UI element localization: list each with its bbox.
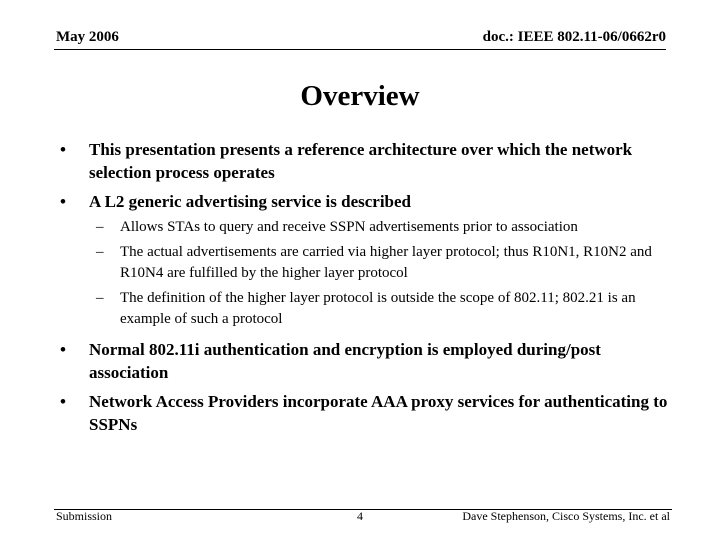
page-number: 4 — [357, 509, 363, 523]
sub-bullet-text: The definition of the higher layer protocol is outside the scope of 802.11; 802.21 is an example of such a protocol — [120, 290, 636, 327]
slide-title: Overview — [300, 80, 420, 112]
sub-bullet-marker: – — [96, 219, 104, 235]
sub-bullet-text: The actual advertisements are carried via higher layer protocol; thus R10N1, R10N2 and R10N4 are fulfilled by the higher layer protocol — [120, 244, 652, 281]
header-date: May 2006 — [56, 29, 119, 45]
bullet-item — [60, 338, 670, 384]
header-divider — [54, 49, 666, 50]
sub-bullet-item — [60, 217, 670, 238]
bullet-text: A L2 generic advertising service is described — [89, 192, 412, 211]
bullet-text: This presentation presents a reference architecture over which the network selection process operates — [89, 140, 633, 182]
bullet-marker: • — [60, 392, 66, 411]
sub-bullet-item — [60, 288, 670, 330]
bullet-marker: • — [60, 140, 66, 159]
slide-body — [60, 138, 670, 436]
bullet-text: Normal 802.11i authentication and encryption is employed during/post association — [89, 340, 601, 382]
sub-bullet-item — [60, 242, 670, 284]
bullet-item — [60, 138, 670, 184]
footer-author: Dave Stephenson, Cisco Systems, Inc. et al — [462, 509, 670, 523]
sub-bullet-marker: – — [96, 290, 104, 306]
bullet-marker: • — [60, 192, 66, 211]
bullet-item — [60, 190, 670, 213]
sub-bullet-marker: – — [96, 244, 104, 260]
bullet-item — [60, 390, 670, 436]
footer-submission: Submission — [56, 509, 113, 523]
header-doc-id: doc.: IEEE 802.11-06/0662r0 — [482, 29, 666, 45]
bullet-marker: • — [60, 340, 66, 359]
bullet-text: Network Access Providers incorporate AAA proxy services for authenticating to SSPNs — [89, 392, 668, 434]
sub-bullet-text: Allows STAs to query and receive SSPN advertisements prior to association — [120, 219, 578, 235]
